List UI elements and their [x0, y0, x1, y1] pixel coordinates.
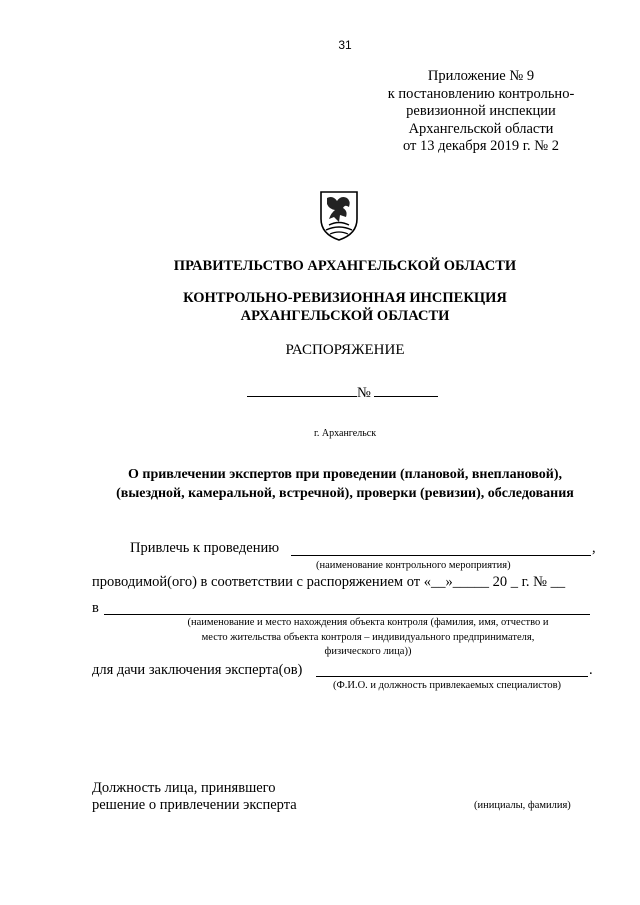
body-line-1-text: Привлечь к проведению — [130, 540, 280, 556]
body-line-4-text: для дачи заключения эксперта(ов) — [92, 662, 303, 678]
body-line-3-text: в — [92, 600, 99, 616]
government-title: ПРАВИТЕЛЬСТВО АРХАНГЕЛЬСКОЙ ОБЛАСТИ — [173, 258, 517, 274]
body-line-1-end: , — [592, 540, 596, 556]
subject-line: (выездной, камеральной, встречной), проверки (ревизии), обследования — [116, 486, 574, 501]
caption-object-line: (наименование и место нахождения объекта контроля (фамилия, имя, отчество и — [187, 617, 549, 628]
signature-line-2: решение о привлечении эксперта — [92, 797, 297, 813]
number-sign: № — [357, 385, 371, 401]
order-number-line — [247, 382, 438, 402]
signature-line-1: Должность лица, принявшего — [92, 780, 276, 796]
caption-object-line: физического лица)) — [324, 646, 412, 657]
date-blank — [247, 382, 357, 397]
page-number: 31 — [338, 38, 352, 52]
appendix-line: Архангельской области — [408, 120, 554, 137]
appendix-line: к постановлению контрольно- — [387, 85, 575, 102]
city-label: г. Архангельск — [313, 428, 377, 439]
order-subject — [0, 465, 640, 503]
body-line-2-text: проводимой(ого) в соответствии с распоряжением от «__»_____ 20 _ г. № __ — [92, 574, 566, 590]
inspection-title — [0, 289, 640, 325]
appendix-line: Приложение № 9 — [427, 68, 535, 84]
appendix-block — [372, 68, 590, 156]
number-blank — [374, 382, 438, 397]
activity-name-blank — [291, 555, 591, 556]
caption-experts: (Ф.И.О. и должность привлекаемых специалистов) — [332, 680, 562, 691]
object-name-blank — [104, 614, 590, 615]
coat-of-arms-icon — [318, 189, 360, 241]
body-line-4-end: . — [589, 662, 593, 678]
inspection-title-line: КОНТРОЛЬНО-РЕВИЗИОННАЯ ИНСПЕКЦИЯ — [183, 290, 507, 306]
expert-name-blank — [316, 676, 588, 677]
document-type: РАСПОРЯЖЕНИЕ — [285, 342, 405, 358]
signature-initials-caption: (инициалы, фамилия) — [474, 800, 571, 811]
subject-line: О привлечении экспертов при проведении (плановой, внеплановой), — [128, 467, 562, 482]
inspection-title-line: АРХАНГЕЛЬСКОЙ ОБЛАСТИ — [240, 308, 450, 324]
appendix-line: ревизионной инспекции — [406, 103, 556, 119]
caption-object-line: место жительства объекта контроля – индивидуального предпринимателя, — [201, 632, 535, 643]
caption-activity: (наименование контрольного мероприятия) — [316, 560, 511, 571]
appendix-line: от 13 декабря 2019 г. № 2 — [402, 138, 560, 154]
